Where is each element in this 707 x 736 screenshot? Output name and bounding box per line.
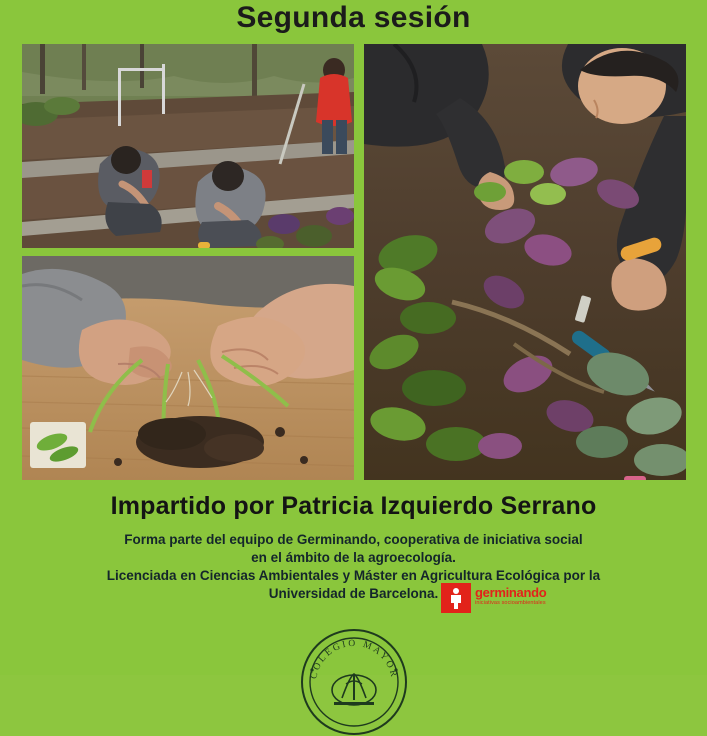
page-title: Segunda sesión: [236, 1, 471, 34]
speaker-bio: [54, 531, 654, 603]
bio-line-4: Universidad de Barcelona.: [268, 586, 439, 601]
svg-text:COLEGIO MAYOR: COLEGIO MAYOR: [308, 638, 399, 681]
photo-grid: [22, 44, 686, 480]
germinando-logo: [441, 582, 561, 614]
photo-students-transplanting-bed: [364, 44, 686, 480]
bio-line-2: en el ámbito de la agroecología.: [251, 550, 456, 565]
speaker-name: Impartido por Patricia Izquierdo Serrano: [110, 492, 597, 520]
germinando-tagline: iniciativas socioambientales: [475, 600, 546, 606]
bio-line-1a: Forma parte del equipo de: [124, 532, 297, 547]
colegio-mayor-seal: [300, 628, 408, 736]
germinando-wordmark: [475, 587, 546, 609]
photo-garden-students-planting: [22, 44, 354, 248]
credits-block: [0, 492, 707, 606]
bio-org-name: Germinando,: [296, 532, 381, 547]
bio-line-1c: cooperativa de iniciativa social: [380, 532, 583, 547]
germinando-figure-icon: [441, 583, 471, 613]
germinando-brand: germinando: [475, 585, 547, 600]
photo-hands-seedling-roots: [22, 256, 354, 480]
bio-line-3: Licenciada en Ciencias Ambientales y Máster en Agricultura Ecológica por la: [106, 568, 601, 583]
